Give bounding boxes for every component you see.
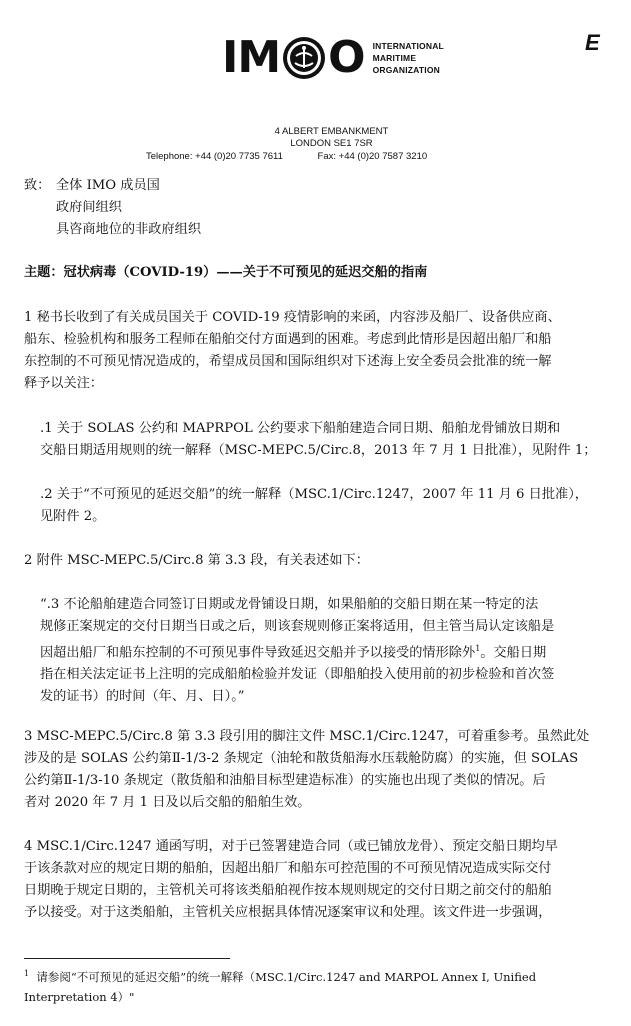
language-indicator: E <box>585 30 600 55</box>
recipient-ngo: 具咨商地位的非政府组织 <box>56 222 202 237</box>
paragraph-2: 2 附件 MSC-MEPC.5/Circ.8 第 3.3 段，有关表述如下： <box>24 553 369 568</box>
recipient-igo: 政府间组织 <box>56 200 122 215</box>
organization-name: INTERNATIONAL MARITIME ORGANIZATION <box>372 41 444 75</box>
quoted-paragraph: “.3 不论船舶建造合同签订日期或龙骨铺设日期，如果船舶的交船日期在某一特定的法 规修正案规定的交付日期当日或之后，则该套规则修正案将适用，但主管当局认定该船是 因超出船厂和船东控制的不可预见事件导致延迟交船并予以接受的情形除外$^1$。交船日期 指在相关法定证书上注明的完成船舶检验并发证（即船舶投入使用前的初步检验和首次签 发的证书）的时间（年、月、日）。” <box>40 597 555 705</box>
subject-line: 主题：冠状病毒（COVID-19）——关于不可预见的延迟交船的指南 <box>24 265 428 280</box>
recipients-label: 致： <box>24 178 51 193</box>
fax: Fax: +44 (0)20 7587 3210 <box>317 151 428 162</box>
telephone: Telephone: +44 (0)20 7735 7611 <box>146 151 283 162</box>
footnote: $^1$ 请参阅“不可预见的延迟交船”的统一解释（MSC.1/Circ.1247 and MARPOL Annex I, Unified Interpretation 4）" <box>24 969 537 1004</box>
recipient-member-states: 全体 IMO 成员国 <box>56 178 160 193</box>
logo-text-right: O <box>328 32 365 83</box>
paragraph-4: 4 MSC.1/Circ.1247 通函写明，对于已签署建造合同（或已铺放龙骨）、预定交船日期均早 于该条款对应的规定日期的船舶，因超出船厂和船东可控范围的不可预见情况造成实际交付 日期晚于规定日期的，主管机关可将该类船舶视作按本规则规定的交付日期之前交付的船舶 予以接受。对于这类船舶，主管机关应根据具体情况逐案审议和处理。该文件进一步强调， <box>24 839 558 920</box>
list-item-2: .2 关于“不可预见的延迟交船”的统一解释（MSC.1/Circ.1247，2007 年 11 月 6 日批准）， 见附件 2。 <box>40 487 588 524</box>
paragraph-1: 1 秘书长收到了有关成员国关于 COVID-19 疫情影响的来函，内容涉及船厂、设备供应商、 船东、检验机构和服务工程师在船舶交付方面遇到的困难。考虑到此情形是因超出船厂和船 东控制的不可预见情况造成的，希望成员国和国际组织对下述海上安全委员会批准的统一解 释予以关注： <box>24 310 561 391</box>
list-item-1: .1 关于 SOLAS 公约和 MAPRPOL 公约要求下船舶建造合同日期、船舶龙骨铺放日期和 交船日期适用规则的统一解释（MSC-MEPC.5/Circ.8，2013 年 7 月 1 日批准），见附件 1； <box>40 421 597 458</box>
address-line: 4 ALBERT EMBANKMENT <box>274 126 389 137</box>
logo-text-left: IM <box>222 32 281 83</box>
imo-seal-icon <box>282 36 326 80</box>
footnote-number: 1 <box>24 969 30 978</box>
recipients <box>24 175 201 241</box>
footnote-divider <box>24 958 230 959</box>
paragraph-3: 3 MSC-MEPC.5/Circ.8 第 3.3 段引用的脚注文件 MSC.1/Circ.1247，可着重参考。虽然此处 涉及的是 SOLAS 公约第Ⅱ-1/3-2 条规定（油轮和散货船海水压载舱防腐）的实施，但 SOLAS 公约第Ⅱ-1/3-10 条规定（散货船和油船目标型建造标准）的实施也出现了类似的情况。后 者对 2020 年 7 月 1 日及以后交船的船舶生效。 <box>24 729 590 810</box>
footnote-marker[interactable]: 1 <box>475 644 481 653</box>
address-city: LONDON SE1 7SR <box>290 138 373 149</box>
contact-line <box>146 151 427 163</box>
imo-logo <box>222 34 444 82</box>
